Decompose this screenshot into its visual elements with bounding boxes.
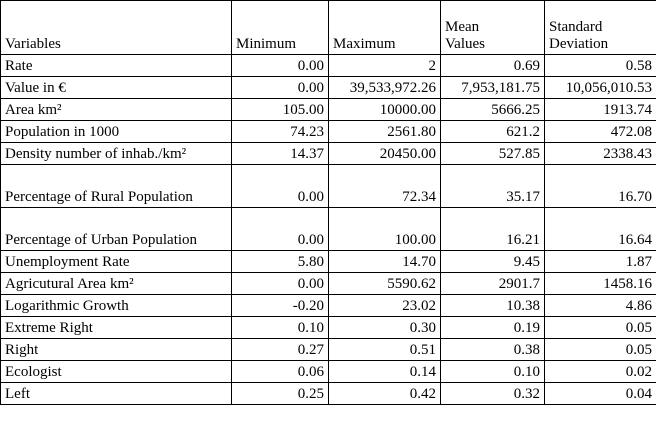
std-dev-cell: 1913.74	[545, 99, 656, 121]
std-dev-cell: 1458.16	[545, 273, 656, 295]
header-variables: Variables	[1, 1, 232, 55]
variable-cell: Left	[1, 383, 232, 405]
std-dev-cell: 0.02	[545, 361, 656, 383]
maximum-cell: 5590.62	[329, 273, 441, 295]
header-standard-deviation: Standard Deviation	[545, 1, 656, 55]
maximum-cell: 0.42	[329, 383, 441, 405]
maximum-cell: 100.00	[329, 208, 441, 251]
std-dev-cell: 0.05	[545, 339, 656, 361]
variable-cell: Percentage of Urban Population	[1, 208, 232, 251]
variable-cell: Population in 1000	[1, 121, 232, 143]
minimum-cell: 5.80	[232, 251, 329, 273]
mean-cell: 0.10	[441, 361, 545, 383]
table-row	[1, 77, 656, 99]
mean-cell: 35.17	[441, 165, 545, 208]
table-row	[1, 165, 656, 208]
variable-cell: Percentage of Rural Population	[1, 165, 232, 208]
maximum-cell: 72.34	[329, 165, 441, 208]
mean-cell: 16.21	[441, 208, 545, 251]
mean-cell: 9.45	[441, 251, 545, 273]
maximum-cell: 10000.00	[329, 99, 441, 121]
table-header-row	[1, 1, 656, 55]
header-mean-values: Mean Values	[441, 1, 545, 55]
table-row	[1, 143, 656, 165]
maximum-cell: 0.30	[329, 317, 441, 339]
mean-cell: 7,953,181.75	[441, 77, 545, 99]
maximum-cell: 23.02	[329, 295, 441, 317]
variable-cell: Density number of inhab./km²	[1, 143, 232, 165]
table-row	[1, 361, 656, 383]
minimum-cell: 74.23	[232, 121, 329, 143]
variable-cell: Rate	[1, 55, 232, 77]
std-dev-cell: 1.87	[545, 251, 656, 273]
mean-cell: 0.19	[441, 317, 545, 339]
maximum-cell: 20450.00	[329, 143, 441, 165]
mean-cell: 527.85	[441, 143, 545, 165]
minimum-cell: 0.10	[232, 317, 329, 339]
std-dev-cell: 472.08	[545, 121, 656, 143]
table-row	[1, 339, 656, 361]
variable-cell: Value in €	[1, 77, 232, 99]
std-dev-cell: 10,056,010.53	[545, 77, 656, 99]
minimum-cell: 0.00	[232, 77, 329, 99]
variable-cell: Area km²	[1, 99, 232, 121]
minimum-cell: 0.00	[232, 208, 329, 251]
minimum-cell: 14.37	[232, 143, 329, 165]
mean-cell: 2901.7	[441, 273, 545, 295]
mean-cell: 0.69	[441, 55, 545, 77]
minimum-cell: 0.00	[232, 55, 329, 77]
std-dev-cell: 0.04	[545, 383, 656, 405]
mean-cell: 10.38	[441, 295, 545, 317]
table-row	[1, 383, 656, 405]
minimum-cell: 0.00	[232, 165, 329, 208]
std-dev-cell: 2338.43	[545, 143, 656, 165]
minimum-cell: 0.25	[232, 383, 329, 405]
header-minimum: Minimum	[232, 1, 329, 55]
table-row	[1, 55, 656, 77]
table-body	[1, 55, 656, 405]
variable-cell: Agricutural Area km²	[1, 273, 232, 295]
table-row	[1, 295, 656, 317]
header-maximum: Maximum	[329, 1, 441, 55]
mean-cell: 0.32	[441, 383, 545, 405]
maximum-cell: 2	[329, 55, 441, 77]
table-row	[1, 121, 656, 143]
mean-cell: 0.38	[441, 339, 545, 361]
std-dev-cell: 0.05	[545, 317, 656, 339]
maximum-cell: 0.51	[329, 339, 441, 361]
variable-cell: Right	[1, 339, 232, 361]
variable-cell: Extreme Right	[1, 317, 232, 339]
mean-cell: 621.2	[441, 121, 545, 143]
table-row	[1, 273, 656, 295]
table-row	[1, 317, 656, 339]
table-row	[1, 251, 656, 273]
maximum-cell: 0.14	[329, 361, 441, 383]
std-dev-cell: 16.70	[545, 165, 656, 208]
minimum-cell: -0.20	[232, 295, 329, 317]
table-row	[1, 99, 656, 121]
maximum-cell: 14.70	[329, 251, 441, 273]
minimum-cell: 105.00	[232, 99, 329, 121]
maximum-cell: 2561.80	[329, 121, 441, 143]
maximum-cell: 39,533,972.26	[329, 77, 441, 99]
variable-cell: Unemployment Rate	[1, 251, 232, 273]
minimum-cell: 0.00	[232, 273, 329, 295]
minimum-cell: 0.06	[232, 361, 329, 383]
mean-cell: 5666.25	[441, 99, 545, 121]
std-dev-cell: 4.86	[545, 295, 656, 317]
table-row	[1, 208, 656, 251]
std-dev-cell: 16.64	[545, 208, 656, 251]
std-dev-cell: 0.58	[545, 55, 656, 77]
variable-cell: Logarithmic Growth	[1, 295, 232, 317]
variable-cell: Ecologist	[1, 361, 232, 383]
minimum-cell: 0.27	[232, 339, 329, 361]
